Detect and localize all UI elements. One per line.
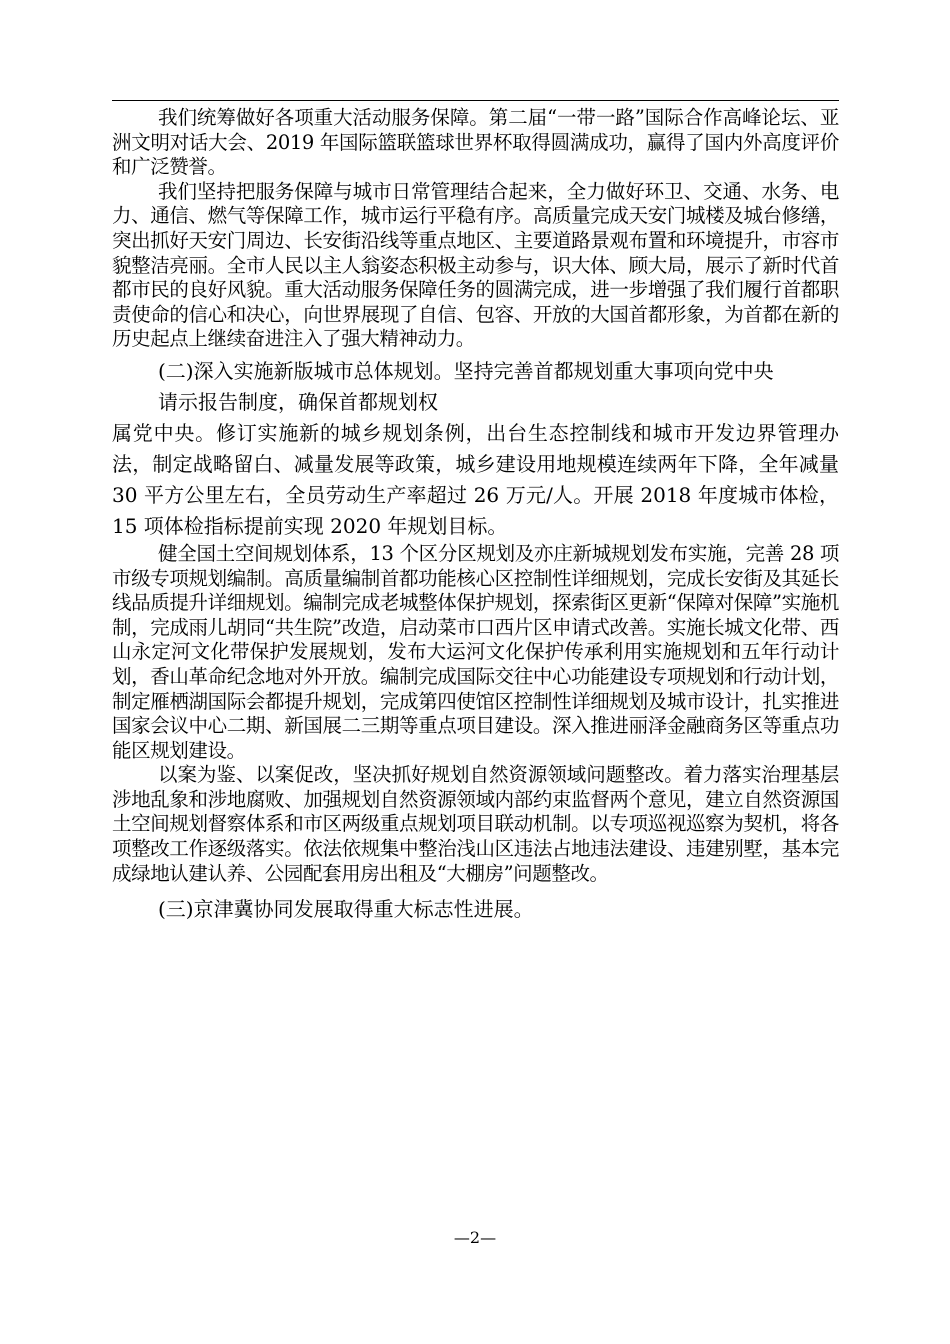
paragraph-rectification: 以案为鉴、以案促改，坚决抓好规划自然资源领域问题整改。着力落实治理基层涉地乱象和涉地腐败、加强规划自然资源领域内部约束监督两个意见，建立自然资源国土空间规划督察体系和市区两级重点规划项目联动机制。以专项巡视巡察为契机，将各项整改工作逐级落实。依法依规集中整治浅山区违法占地违法建设、违建别墅，基本完成绿地认建认养、公园配套用房出租及“大棚房”问题整改。 [112,763,839,885]
paragraph-planning-authority-line: 请示报告制度，确保首都规划权 [158,389,438,414]
section-heading-jingjinji: (三)京津冀协同发展取得重大标志性进展。 [158,897,534,922]
paragraph-planning-regulations: 属党中央。修订实施新的城乡规划条例，出台生态控制线和城市开发边界管理办法，制定战略留白、减量发展等政策，城乡建设用地规模连续两年下降，全年减量 30 平方公里左右，全员劳动生产率超过 26 万元/人。开展 2018 年度城市体检，15 项体检指标提前实现 2020 年规划目标。 [112,420,839,538]
paragraph-spatial-planning-system: 健全国土空间规划体系，13 个区分区规划及亦庄新城规划发布实施，完善 28 项市级专项规划编制。高质量编制首都功能核心区控制性详细规划，完成长安街及其延长线品质提升详细规划。编制完成老城整体保护规划，探索街区更新“保障对保障”实施机制，完成雨儿胡同“共生院”改造，启动菜市口西片区申请式改善。实施长城文化带、西山永定河文化带保护发展规划，发布大运河文化保护传承利用实施规划和五年行动计划，香山革命纪念地对外开放。编制完成国际交往中心功能建设专项规划和行动计划，制定雁栖湖国际会都提升规划，完成第四使馆区控制性详细规划及城市设计，扎实推进国家会议中心二期、新国展二三期等重点项目建设。深入推进丽泽金融商务区等重点功能区规划建设。 [112,541,839,762]
header-rule [112,100,839,101]
paragraph-major-events: 我们统筹做好各项重大活动服务保障。第二届“一带一路”国际合作高峰论坛、亚洲文明对话大会、2019 年国际篮联篮球世界杯取得圆满成功，赢得了国内外高度评价和广泛赞誉。 [112,106,839,179]
document-body [112,106,839,925]
paragraph-city-operations: 我们坚持把服务保障与城市日常管理结合起来，全力做好环卫、交通、水务、电力、通信、燃气等保障工作，城市运行平稳有序。高质量完成天安门城楼及城台修缮，突出抓好天安门周边、长安街沿线等重点地区、主要道路景观布置和环境提升，市容市貌整洁亮丽。全市人民以主人翁姿态积极主动参与，识大体、顾大局，展示了新时代首都市民的良好风貌。重大活动服务保障任务的圆满完成，进一步增强了我们履行首都职责使命的信心和决心，向世界展现了自信、包容、开放的大国首都形象，为首都在新的历史起点上继续奋进注入了强大精神动力。 [112,179,839,351]
page-number: —2— [453,1228,497,1247]
section-heading-urban-planning: (二)深入实施新版城市总体规划。坚持完善首都规划重大事项向党中央 [158,358,774,383]
